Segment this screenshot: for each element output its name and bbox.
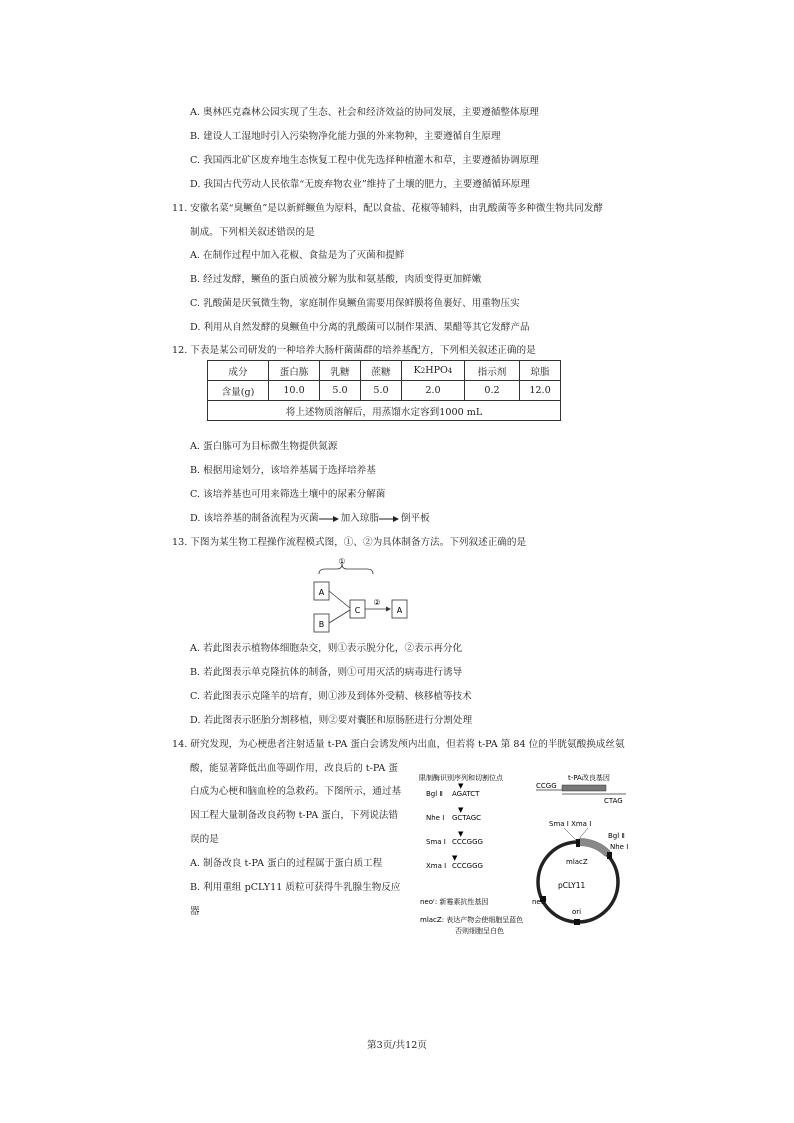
ori-label: ori — [572, 908, 582, 916]
q14-stem-line2: 酸，能显著降低出血等副作用，改良后的 t-PA 蛋 — [190, 763, 398, 774]
table-cell: 10.0 — [269, 381, 320, 401]
q11-option-c: C. 乳酸菌是厌氧微生物，家庭制作臭鳜鱼需要用保鲜膜将鱼裹好、用重物压实 — [190, 298, 520, 309]
cut-arrow-icon: ▼ — [458, 830, 464, 838]
mark-1: ① — [338, 557, 346, 566]
q11-stem-line1: 11. 安徽名菜“臭鳜鱼”是以新鲜鳜鱼为原料，配以食盐、花椒等辅料，由乳酸菌等多种微生物共同发酵 — [172, 203, 604, 214]
medium-formula-table — [207, 360, 561, 421]
site-marker — [576, 839, 580, 847]
table-col-sucrose: 蔗糖 — [361, 361, 402, 381]
q14-option-a: A. 制备改良 t-PA 蛋白的过程属于蛋白质工程 — [190, 858, 383, 869]
table-cell: 0.2 — [465, 381, 520, 401]
leader-line — [564, 828, 576, 840]
table-col-agar: 琼脂 — [520, 361, 561, 381]
box-c-label: C — [354, 606, 361, 615]
box-a2-label: A — [396, 606, 403, 615]
q13-option-a: A. 若此图表示植物体细胞杂交，则①表示脱分化，②表示再分化 — [190, 643, 463, 654]
box-b-label: B — [318, 620, 325, 629]
mlacz-note-1: mlacZ: 表达产物会使细胞呈蓝色 — [420, 916, 524, 924]
neo-label: neoʳ — [532, 898, 547, 906]
bgl-label: Bgl Ⅱ — [608, 832, 625, 840]
cut-arrow-icon: ▼ — [458, 806, 464, 814]
q12-option-c: C. 该培养基也可用来筛选土壤中的尿素分解菌 — [190, 489, 386, 500]
page-number: 第3页/共12页 — [367, 1040, 427, 1051]
q11-option-a: A. 在制作过程中加入花椒、食盐是为了灭菌和提鲜 — [190, 250, 405, 261]
enzyme-name: Bgl Ⅱ — [426, 790, 443, 798]
table-row-label: 含量(g) — [208, 381, 269, 401]
mlacz-note-2: 否则细胞呈白色 — [455, 927, 504, 935]
q13-option-c: C. 若此图表示克隆羊的培育，则①涉及到体外受精、核移植等技术 — [190, 691, 472, 702]
q10-option-c: C. 我国西北矿区废弃地生态恢复工程中优先选择种植灌木和草，主要遵循协调原理 — [190, 155, 539, 166]
table-cell: 5.0 — [361, 381, 402, 401]
q12-option-d: D. 该培养基的制备流程为灭菌 加入琼脂 倒平板 — [190, 513, 430, 524]
q14-stem-line1: 14. 研究发现，为心梗患者注射适量 t-PA 蛋白会诱发颅内出血，但若将 t-PA 第 84 位的半胱氨酸换成丝氨 — [172, 739, 625, 750]
enzyme-name: Nhe Ⅰ — [426, 814, 445, 822]
enzyme-seq: CCCGGG — [452, 838, 483, 846]
q14-stem-line4: 因工程大量制备改良药物 t-PA 蛋白，下列说法错 — [190, 810, 398, 821]
mlacz-segment — [580, 842, 608, 854]
q12-stem: 12. 下表是某公司研发的一种培养大肠杆菌菌群的培养基配方，下列相关叙述正确的是 — [172, 345, 536, 356]
enzyme-name: Sma Ⅰ — [426, 838, 446, 846]
q11-option-d: D. 利用从自然发酵的臭鳜鱼中分离的乳酸菌可以制作果酒、果醋等其它发酵产品 — [190, 322, 530, 333]
q13-option-b: B. 若此图表示单克隆抗体的制备，则①可用灭活的病毒进行诱导 — [190, 667, 463, 678]
table-header-label: 成分 — [208, 361, 269, 381]
enzyme-name: Xma Ⅰ — [426, 862, 447, 870]
q13-option-d: D. 若此图表示胚胎分割移植，则②要对囊胚和原肠胚进行分割处理 — [190, 715, 473, 726]
table-cell: 12.0 — [520, 381, 561, 401]
enzyme-list-title: 限制酶识别序列和切割位点 — [419, 774, 503, 782]
cut-arrow-icon: ▼ — [452, 854, 458, 862]
table-note-row — [208, 401, 561, 421]
table-col-lactose: 乳糖 — [320, 361, 361, 381]
gene-label: t-PA改良基因 — [568, 774, 610, 782]
q13-flow-diagram — [305, 556, 410, 638]
box-a-label: A — [318, 588, 325, 597]
arrow-right-icon — [319, 514, 341, 524]
q14-stem-line3: 白成为心梗和脑血栓的急救药。下图所示，通过基 — [190, 786, 402, 797]
gene-bar — [562, 785, 606, 791]
ori-marker — [574, 919, 580, 925]
q14-stem-line5: 误的是 — [190, 834, 219, 845]
q10-option-d: D. 我国古代劳动人民依靠“无废弃物农业”维持了土壤的肥力，主要遵循循环原理 — [190, 179, 530, 190]
nhe-label: Nhe Ⅰ — [610, 843, 629, 851]
table-header-row — [208, 361, 561, 381]
table-note: 将上述物质溶解后，用蒸馏水定容到1000 mL — [208, 401, 561, 421]
mark-2: ② — [373, 598, 381, 607]
q11-option-b: B. 经过发酵，鳜鱼的蛋白质被分解为肽和氨基酸，肉质变得更加鲜嫩 — [190, 274, 482, 285]
q12-option-a: A. 蛋白胨可为目标微生物提供氮源 — [190, 441, 338, 452]
q11-stem-line2: 制成。下列相关叙述错误的是 — [190, 227, 315, 238]
q14-plasmid-figure — [418, 770, 630, 946]
table-cell: 5.0 — [320, 381, 361, 401]
q10-option-a: A. 奥林匹克森林公园实现了生态、社会和经济效益的协同发展，主要遵循整体原理 — [190, 107, 539, 118]
q12-option-b: B. 根据用途划分，该培养基属于选择培养基 — [190, 465, 376, 476]
q14-option-b-cont: 器 — [190, 906, 200, 917]
q10-option-b: B. 建设人工湿地时引入污染物净化能力强的外来物种，主要遵循自生原理 — [190, 131, 501, 142]
line-a-c — [329, 591, 350, 608]
enzyme-seq: AGATCT — [452, 790, 480, 798]
arrow-right-icon — [379, 514, 401, 524]
brace-1 — [319, 564, 373, 574]
enzyme-seq: GCTAGC — [452, 814, 482, 822]
table-col-peptone: 蛋白胨 — [269, 361, 320, 381]
cut-arrow-icon: ▼ — [458, 782, 464, 790]
table-value-row — [208, 381, 561, 401]
plasmid-name: pCLY11 — [558, 881, 586, 890]
neo-note: neoʳ: 新霉素抗性基因 — [420, 898, 489, 906]
gene-right-end: CTAG — [604, 797, 623, 805]
q13-stem: 13. 下图为某生物工程操作流程模式图，①、②为具体制备方法。下列叙述正确的是 — [172, 537, 527, 548]
enzyme-seq: CCCGGG — [452, 862, 483, 870]
table-cell: 2.0 — [402, 381, 465, 401]
site-marker — [607, 852, 612, 859]
table-col-indicator: 指示剂 — [465, 361, 520, 381]
line-b-c — [329, 610, 350, 623]
table-col-k2hpo4: K2HPO4 — [402, 361, 465, 381]
sma-xma-label: Sma Ⅰ Xma Ⅰ — [549, 820, 592, 828]
mlacz-label: mlacZ — [566, 858, 588, 866]
gene-left-end: CCGG — [536, 782, 557, 790]
arrow-head — [386, 607, 391, 612]
q14-option-b: B. 利用重组 pCLY11 质粒可获得牛乳腺生物反应 — [190, 882, 401, 893]
